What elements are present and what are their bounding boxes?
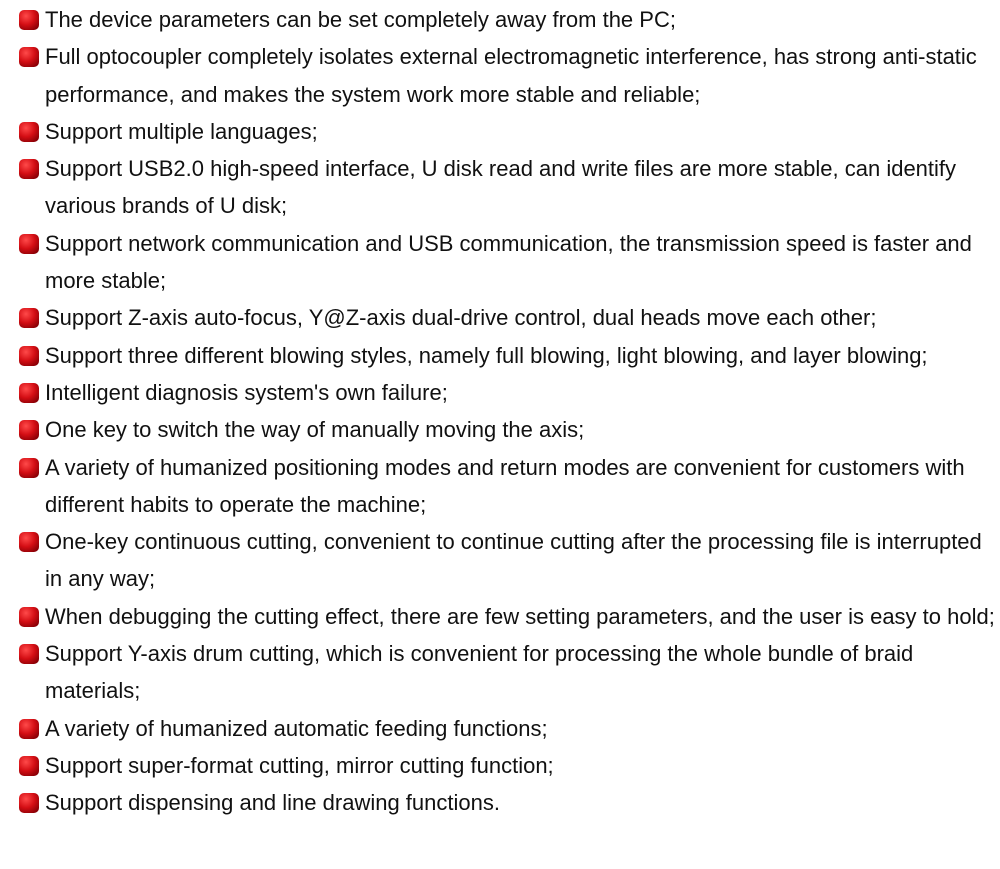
feature-text: When debugging the cutting effect, there are few setting parameters, and the user is easy to hold; (45, 603, 995, 629)
feature-item (18, 523, 1000, 598)
feature-text: A variety of humanized automatic feeding functions; (45, 715, 548, 741)
feature-item (18, 598, 1000, 635)
feature-item (18, 374, 1000, 411)
feature-item (18, 784, 1000, 821)
feature-text: Support multiple languages; (45, 118, 318, 144)
feature-item (18, 710, 1000, 747)
red-square-bullet-icon (18, 307, 40, 329)
red-square-bullet-icon (18, 46, 40, 68)
feature-item (18, 1, 1000, 38)
feature-item (18, 299, 1000, 336)
red-square-bullet-icon (18, 755, 40, 777)
feature-item (18, 225, 1000, 300)
feature-item (18, 747, 1000, 784)
feature-text: The device parameters can be set completely away from the PC; (45, 7, 676, 32)
feature-text: Support network communication and USB communication, the transmission speed is faster and more stable; (45, 230, 972, 294)
feature-item (18, 411, 1000, 448)
feature-item (18, 113, 1000, 150)
red-square-bullet-icon (18, 9, 40, 31)
feature-item (18, 38, 1000, 113)
red-square-bullet-icon (18, 233, 40, 255)
red-square-bullet-icon (18, 457, 40, 479)
feature-text: Support Z-axis auto-focus, Y@Z-axis dual-drive control, dual heads move each other; (45, 305, 877, 331)
red-square-bullet-icon (18, 121, 40, 143)
red-square-bullet-icon (18, 643, 40, 665)
feature-text: Intelligent diagnosis system's own failure; (45, 379, 448, 405)
feature-item (18, 150, 1000, 225)
red-square-bullet-icon (18, 382, 40, 404)
feature-text: Support dispensing and line drawing functions. (45, 790, 500, 816)
feature-text: Full optocoupler completely isolates external electromagnetic interference, has strong anti-static performance, and makes the system work more stable and reliable; (45, 44, 977, 107)
red-square-bullet-icon (18, 792, 40, 814)
red-square-bullet-icon (18, 345, 40, 367)
feature-item (18, 449, 1000, 524)
feature-text: Support Y-axis drum cutting, which is convenient for processing the whole bundle of braid materials; (45, 641, 914, 704)
feature-item (18, 337, 1000, 374)
red-square-bullet-icon (18, 718, 40, 740)
red-square-bullet-icon (18, 158, 40, 180)
feature-list (18, 1, 1000, 822)
red-square-bullet-icon (18, 531, 40, 553)
feature-item (18, 635, 1000, 710)
feature-text: A variety of humanized positioning modes and return modes are convenient for customers with different habits to operate the machine; (45, 454, 965, 517)
feature-text: One-key continuous cutting, convenient to continue cutting after the processing file is interrupted in any way; (45, 529, 982, 592)
feature-text: Support three different blowing styles, namely full blowing, light blowing, and layer blowing; (45, 342, 928, 368)
red-square-bullet-icon (18, 419, 40, 441)
feature-text: Support super-format cutting, mirror cutting function; (45, 752, 554, 778)
feature-text: Support USB2.0 high-speed interface, U disk read and write files are more stable, can identify various brands of U disk; (45, 156, 957, 219)
feature-text: One key to switch the way of manually moving the axis; (45, 417, 585, 443)
red-square-bullet-icon (18, 606, 40, 628)
